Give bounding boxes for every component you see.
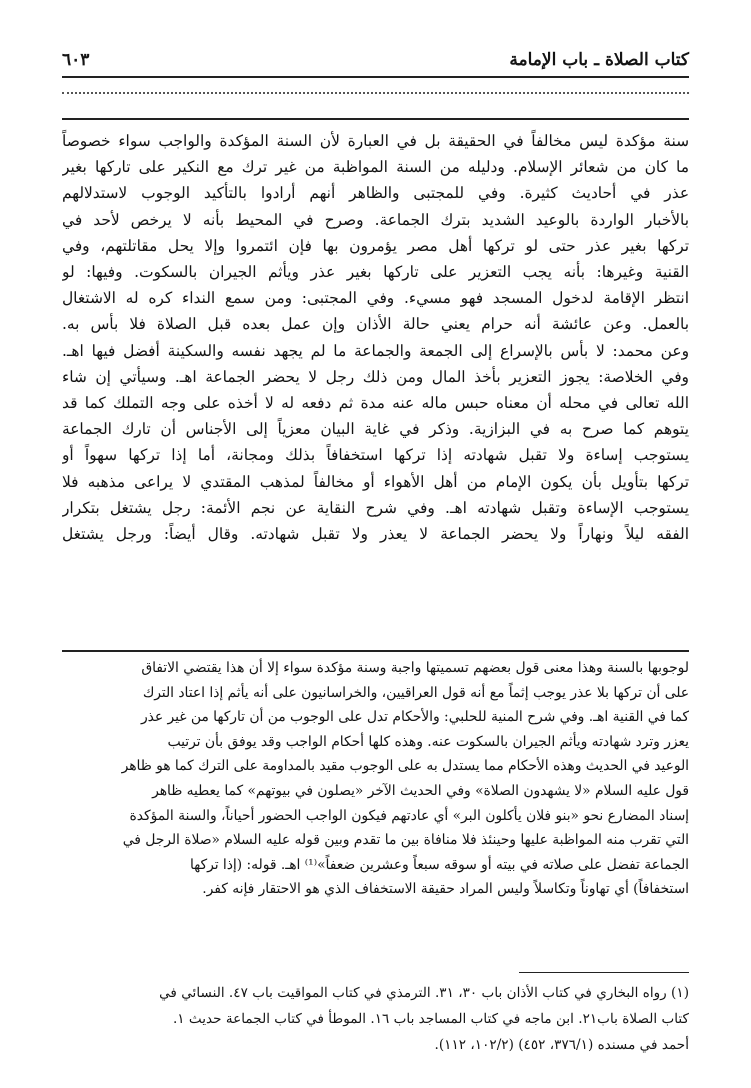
commentary-line: استخفافاً) أي تهاوناً وتكاسلاً وليس المراد حقيقة الاستخفاف الذي هو الاحتقار فإنه كفر. — [202, 881, 689, 898]
commentary-line: قول عليه السلام «لا يشهدون الصلاة» وفي الحديث الآخر «يصلون في بيوتهم» كما يعطيه ظاهر — [152, 782, 689, 799]
commentary-rule — [62, 650, 689, 652]
page-number: ٦٠٣ — [62, 50, 90, 70]
main-line: بالأخبار الواردة بالوعيد الشديد بترك الجماعة. وصرح في المحيط بأنه لا يرخص لأحد في — [62, 210, 689, 229]
commentary-line: لوجوبها بالسنة وهذا معنى قول بعضهم تسميتها واجبة وسنة مؤكدة سواء إلا أن هذا يقتضي الاتفاق — [141, 660, 689, 676]
main-line: يتوهم كما صرح به في البزازية. وذكر في غاية البيان معزياً إلى الأجناس أن تارك الجماعة — [62, 420, 689, 439]
main-line: وعن محمد: لا بأس بالإسراع إلى الجمعة والجماعة ما لم يجهد نفسه والسكينة أفضل فيها اهـ. — [62, 341, 689, 360]
page-header — [62, 40, 689, 70]
dotted-separator — [62, 92, 689, 94]
main-line: وفي الخلاصة: يجوز التعزير بأخذ المال ومن ذلك رجل لا يحضر الجماعة اهـ. وسيأتي إن شاء — [62, 367, 689, 386]
commentary-line: الوعيد في الحديث وهذه الأحكام مما يستدل به على الوجوب مقيد بالمداومة على الترك كما هو ظاهر — [121, 758, 689, 775]
header-rule — [62, 76, 689, 78]
main-text — [62, 128, 689, 547]
main-line: يستوجب إساءة ولا تقبل شهادته إذا تركها استخفافاً بذلك ومجانة، أما إذا تركها سهواً أو — [62, 446, 689, 465]
running-title: كتاب الصلاة ـ باب الإمامة — [509, 50, 689, 70]
main-line: الفقه ليلاً ونهاراً ولا يحضر الجماعة لا يعذر ولا تقبل شهادته. وقال أيضاً: ورجل يشتغل — [62, 525, 689, 544]
commentary-line: الجماعة تفضل على صلاته في بيته أو سوقه سبعاً وعشرين ضعفاً»⁽¹⁾ اهـ. قوله: (إذا تركها — [189, 856, 689, 873]
main-line: تركها بغير عذر حتى لو تركها أهل مصر يؤمرون بها فإن ائتمروا وإلا يحل مقاتلتهم، وفي — [62, 236, 689, 255]
main-line: يستوجب الإساءة وتقبل شهادته اهـ. وفي شرح النقاية عن نجم الأئمة: رجل يشتغل بتكرار — [62, 498, 689, 517]
main-line: القنية وغيرها: بأنه يجب التعزير على تاركها بغير عذر ويأثم الجيران بالسكوت. وفيها: لو — [62, 263, 689, 282]
footnotes — [62, 980, 689, 1058]
commentary-text — [62, 656, 689, 902]
commentary-line: التي تقرب منه المواظبة عليها وحينئذ فلا منافاة بين ما تقدم وبين قوله عليه السلام «صلاة الرجل في — [122, 832, 689, 849]
footnote-rule — [519, 972, 689, 973]
main-line: تركها بتأويل بأن يكون الإمام من أهل الأهواء أو مخالفاً لمذهب المقتدي لا يراعى مذهبه فلا — [62, 472, 689, 491]
main-line: عذر في أحاديث كثيرة. وفي للمجتبى والظاهر أنهم أرادوا بالتأكيد الوجوب لاستدلالهم — [62, 184, 689, 203]
footnote-line: أحمد في مسنده (٣٧٦/١، ٤٥٢) (١٠٢/٢، ١١٢). — [434, 1037, 689, 1053]
commentary-line: يعزر وترد شهادته ويأثم الجيران بالسكوت عنه. وهذه كلها أحكام الواجب وقد يوفق بأن ترتيب — [167, 733, 689, 750]
main-line: انتظر الإقامة لدخول المسجد فهو مسيء. وفي المجتبى: ومن سمع النداء كره له الاشتغال — [62, 289, 689, 308]
footnote-line: كتاب الصلاة باب٢١. ابن ماجه في كتاب المساجد باب ١٦. الموطأ في كتاب الجماعة حديث ١. — [172, 1011, 689, 1027]
commentary-line: على أن تركها بلا عذر يوجب إثماً مع أنه قول العراقيين، والخراسانيون على أنه يأثم إذا اعتاد الترك — [142, 684, 689, 701]
footnote-line: (١) رواه البخاري في كتاب الأذان باب ٣٠، ٣١. الترمذي في كتاب المواقيت باب ٤٧. النسائي في — [159, 985, 689, 1001]
commentary-line: إسناد المضارع نحو «بنو فلان يأكلون البر» أي عادتهم فيكون الواجب الحضور أحياناً، والسنة المؤكدة — [129, 807, 689, 824]
main-line: سنة مؤكدة ليس مخالفاً في الحقيقة بل في العبارة لأن السنة المؤكدة والواجب سواء خصوصاً — [62, 132, 689, 150]
commentary-line: كما في القنية اهـ. وفي شرح المنية للحلبي: والأحكام تدل على الوجوب من أن تاركها من غير عذر — [141, 709, 689, 726]
main-line: الله تعالى في محله أن معناه حبس ماله عنه مدة ثم دفعه له لا أخذه على وجه التملك كما قد — [62, 394, 689, 413]
main-line: بالعمل. وعن عائشة أنه حرام يعني حالة الأذان وإن عمل بعده قبل الصلاة فلا بأس به. — [62, 315, 689, 334]
main-text-rule — [62, 118, 689, 120]
main-line: ما كان من شعائر الإسلام. ودليله من السنة المواظبة من غير ترك مع النكير على تاركها بغير — [62, 158, 689, 177]
